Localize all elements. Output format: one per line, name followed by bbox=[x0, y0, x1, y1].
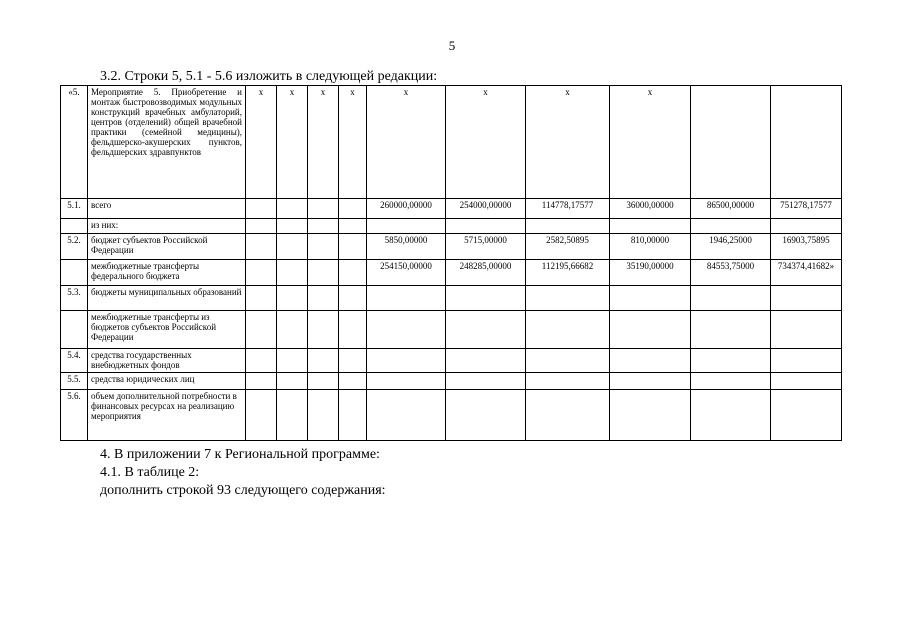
value-cell bbox=[610, 390, 691, 441]
value-cell: 5715,00000 bbox=[446, 234, 526, 260]
value-cell: 248285,00000 bbox=[446, 260, 526, 286]
value-cell bbox=[691, 219, 771, 234]
value-cell: х bbox=[277, 86, 308, 199]
row-label-cell: межбюджетные трансферты федерального бюджета bbox=[88, 260, 246, 286]
value-cell: 84553,75000 bbox=[691, 260, 771, 286]
value-cell bbox=[771, 349, 842, 373]
value-cell bbox=[339, 234, 367, 260]
value-cell bbox=[446, 219, 526, 234]
value-cell bbox=[339, 199, 367, 219]
table-row bbox=[61, 260, 842, 286]
value-cell bbox=[339, 286, 367, 311]
row-label-cell: средства юридических лиц bbox=[88, 373, 246, 390]
value-cell: х bbox=[339, 86, 367, 199]
table-row bbox=[61, 199, 842, 219]
row-label-cell: межбюджетные трансферты из бюджетов субъектов Российской Федерации bbox=[88, 311, 246, 349]
table-row bbox=[61, 373, 842, 390]
value-cell bbox=[277, 373, 308, 390]
page-number: 5 bbox=[448, 38, 456, 53]
value-cell bbox=[277, 199, 308, 219]
value-cell: 751278,17577 bbox=[771, 199, 842, 219]
value-cell bbox=[691, 286, 771, 311]
table-row bbox=[61, 286, 842, 311]
value-cell: 114778,17577 bbox=[526, 199, 610, 219]
row-label-cell: объем дополнительной потребности в финансовых ресурсах на реализацию мероприятия bbox=[88, 390, 246, 441]
value-cell bbox=[446, 311, 526, 349]
value-cell bbox=[339, 373, 367, 390]
row-number-cell bbox=[61, 219, 88, 234]
row-label-cell: из них: bbox=[88, 219, 246, 234]
value-cell: 1946,25000 bbox=[691, 234, 771, 260]
value-cell: 86500,00000 bbox=[691, 199, 771, 219]
value-cell: х bbox=[446, 86, 526, 199]
value-cell bbox=[526, 219, 610, 234]
value-cell: 16903,75895 bbox=[771, 234, 842, 260]
value-cell: х bbox=[246, 86, 277, 199]
table-row bbox=[61, 311, 842, 349]
row-number-cell: 5.5. bbox=[61, 373, 88, 390]
value-cell bbox=[771, 390, 842, 441]
value-cell bbox=[246, 311, 277, 349]
value-cell bbox=[610, 286, 691, 311]
value-cell: 112195,66682 bbox=[526, 260, 610, 286]
row-number-cell: 5.4. bbox=[61, 349, 88, 373]
value-cell bbox=[771, 373, 842, 390]
value-cell bbox=[277, 311, 308, 349]
table-row bbox=[61, 234, 842, 260]
value-cell bbox=[610, 373, 691, 390]
value-cell bbox=[691, 390, 771, 441]
value-cell bbox=[246, 373, 277, 390]
value-cell bbox=[691, 373, 771, 390]
value-cell: 260000,00000 bbox=[367, 199, 446, 219]
value-cell bbox=[691, 311, 771, 349]
value-cell: 254000,00000 bbox=[446, 199, 526, 219]
value-cell bbox=[526, 373, 610, 390]
value-cell bbox=[246, 260, 277, 286]
table-row bbox=[61, 219, 842, 234]
value-cell bbox=[446, 373, 526, 390]
value-cell bbox=[526, 390, 610, 441]
value-cell bbox=[446, 390, 526, 441]
value-cell: 36000,00000 bbox=[610, 199, 691, 219]
value-cell bbox=[339, 349, 367, 373]
value-cell bbox=[610, 219, 691, 234]
row-label-cell: Мероприятие 5. Приобретение и монтаж быстровозводимых модульных конструкций врачебных амбулаторий, центров (отделений) общей врачебной практики (семейной медицины), фельдшерско-акушерских пунктов, фельдшерских здравпунктов bbox=[88, 86, 246, 199]
value-cell bbox=[446, 286, 526, 311]
row-number-cell: «5. bbox=[61, 86, 88, 199]
budget-table bbox=[60, 85, 842, 441]
value-cell bbox=[339, 311, 367, 349]
paragraph-appendix: 4. В приложении 7 к Региональной программе: bbox=[100, 447, 380, 462]
value-cell bbox=[610, 349, 691, 373]
value-cell bbox=[771, 219, 842, 234]
value-cell bbox=[367, 219, 446, 234]
row-number-cell bbox=[61, 260, 88, 286]
value-cell bbox=[339, 260, 367, 286]
value-cell bbox=[277, 234, 308, 260]
value-cell: х bbox=[610, 86, 691, 199]
paragraph-add-row: дополнить строкой 93 следующего содержания: bbox=[100, 483, 386, 498]
value-cell: х bbox=[308, 86, 339, 199]
value-cell bbox=[446, 349, 526, 373]
value-cell bbox=[308, 311, 339, 349]
value-cell bbox=[308, 260, 339, 286]
value-cell bbox=[526, 286, 610, 311]
value-cell bbox=[308, 234, 339, 260]
value-cell: х bbox=[367, 86, 446, 199]
row-number-cell: 5.2. bbox=[61, 234, 88, 260]
value-cell bbox=[367, 390, 446, 441]
value-cell bbox=[339, 219, 367, 234]
value-cell bbox=[308, 286, 339, 311]
value-cell bbox=[308, 390, 339, 441]
value-cell: 254150,00000 bbox=[367, 260, 446, 286]
value-cell bbox=[367, 311, 446, 349]
value-cell: 2582,50895 bbox=[526, 234, 610, 260]
value-cell: 5850,00000 bbox=[367, 234, 446, 260]
value-cell bbox=[367, 373, 446, 390]
value-cell bbox=[526, 311, 610, 349]
row-number-cell: 5.6. bbox=[61, 390, 88, 441]
value-cell bbox=[308, 219, 339, 234]
value-cell bbox=[277, 260, 308, 286]
value-cell: 810,00000 bbox=[610, 234, 691, 260]
table-row bbox=[61, 86, 842, 199]
value-cell bbox=[277, 349, 308, 373]
value-cell: х bbox=[526, 86, 610, 199]
value-cell bbox=[691, 86, 771, 199]
value-cell bbox=[771, 286, 842, 311]
value-cell bbox=[246, 219, 277, 234]
value-cell: 734374,41682» bbox=[771, 260, 842, 286]
value-cell bbox=[246, 349, 277, 373]
table-row bbox=[61, 349, 842, 373]
row-label-cell: средства государственных внебюджетных фондов bbox=[88, 349, 246, 373]
value-cell bbox=[246, 199, 277, 219]
paragraph-table: 4.1. В таблице 2: bbox=[100, 465, 200, 480]
row-label-cell: бюджет субъектов Российской Федерации bbox=[88, 234, 246, 260]
section-heading: 3.2. Строки 5, 5.1 - 5.6 изложить в следующей редакции: bbox=[100, 69, 438, 84]
value-cell bbox=[246, 286, 277, 311]
value-cell: 35190,00000 bbox=[610, 260, 691, 286]
value-cell bbox=[277, 219, 308, 234]
value-cell bbox=[308, 199, 339, 219]
value-cell bbox=[691, 349, 771, 373]
value-cell bbox=[526, 349, 610, 373]
value-cell bbox=[771, 86, 842, 199]
row-number-cell bbox=[61, 311, 88, 349]
row-number-cell: 5.3. bbox=[61, 286, 88, 311]
value-cell bbox=[771, 311, 842, 349]
value-cell bbox=[308, 349, 339, 373]
value-cell bbox=[277, 286, 308, 311]
value-cell bbox=[339, 390, 367, 441]
row-label-cell: всего bbox=[88, 199, 246, 219]
value-cell bbox=[246, 234, 277, 260]
value-cell bbox=[367, 286, 446, 311]
value-cell bbox=[246, 390, 277, 441]
value-cell bbox=[367, 349, 446, 373]
value-cell bbox=[308, 373, 339, 390]
value-cell bbox=[277, 390, 308, 441]
row-label-cell: бюджеты муниципальных образований bbox=[88, 286, 246, 311]
table-row bbox=[61, 390, 842, 441]
value-cell bbox=[610, 311, 691, 349]
row-number-cell: 5.1. bbox=[61, 199, 88, 219]
